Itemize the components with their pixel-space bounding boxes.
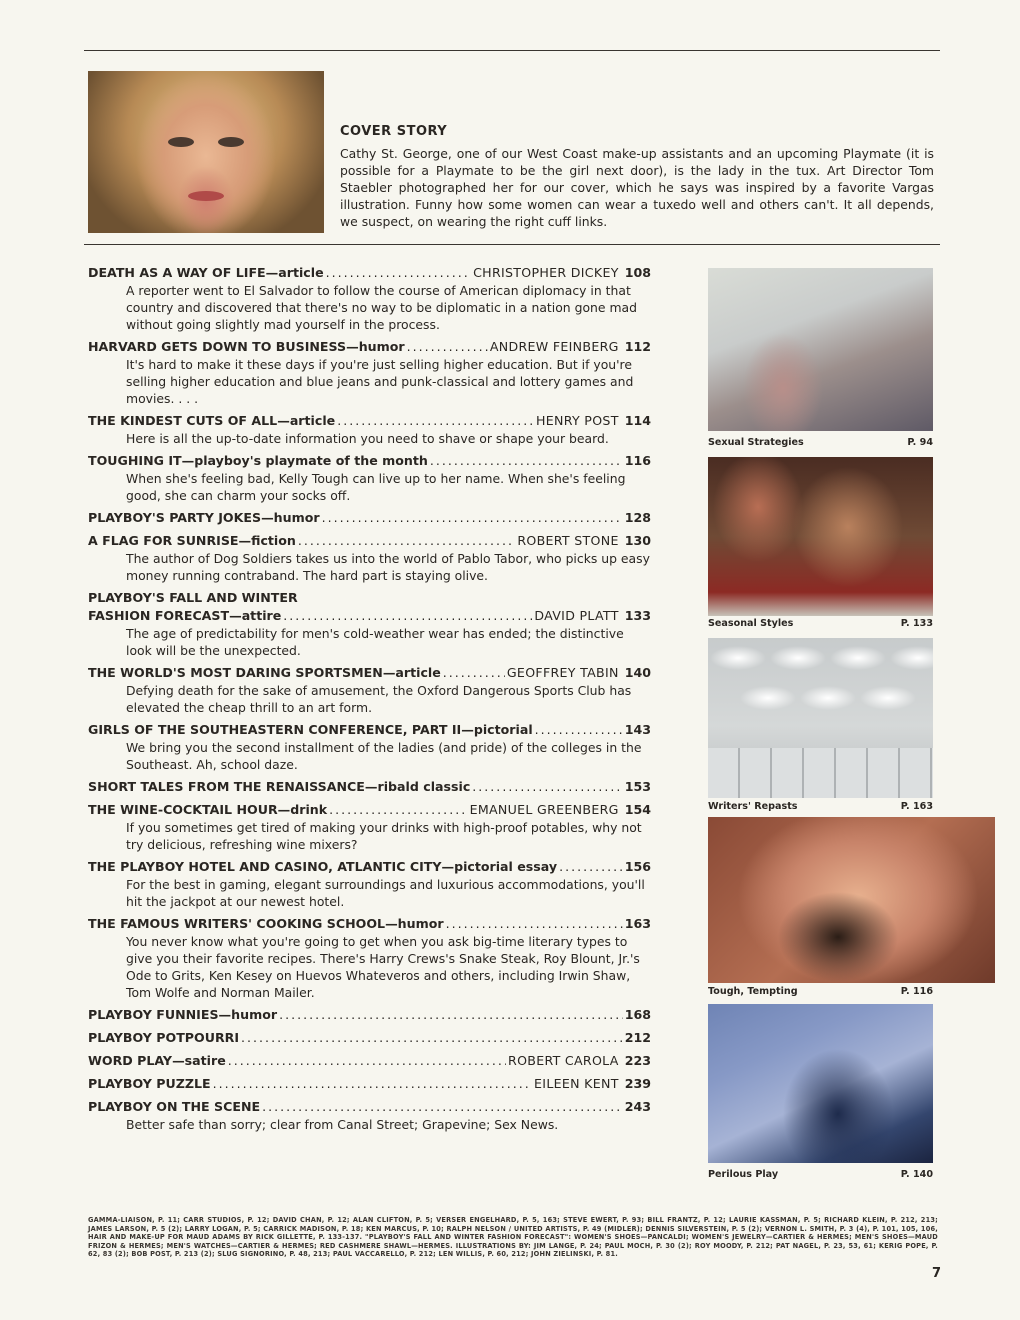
cover-story-text: Cathy St. George, one of our West Coast make-up assistants and an upcoming Playmate (it is possible for a Playmate to be the girl next door), is the lady in the tux. Art Director Tom Staebler photographed her for our cover, which he says was inspired by a favorite Vargas illustration. Funny how some women can wear a tuxedo well and others can't. It all depends, we suspect, on wearing the right cuff links. — [340, 146, 934, 229]
entry-title-text: THE KINDEST CUTS OF ALL — [88, 413, 278, 428]
entry-kind: —humor — [346, 339, 405, 354]
entry-title-text: THE WORLD'S MOST DARING SPORTSMEN — [88, 665, 383, 680]
dot-leader — [262, 1098, 623, 1116]
entry-title-text: THE WINE-COCKTAIL HOUR — [88, 802, 278, 817]
entry-description: We bring you the second installment of the ladies (and pride) of the colleges in the Southeast. Ah, school daze. — [126, 740, 642, 772]
entry-description: Better safe than sorry; clear from Canal Street; Grapevine; Sex News. — [126, 1117, 559, 1132]
caption-title: Sexual Strategies — [708, 437, 804, 448]
dot-leader — [559, 858, 623, 876]
dot-leader — [472, 778, 622, 796]
entry-author: ANDREW FEINBERG — [489, 339, 619, 354]
picture-seasonal-styles[interactable] — [708, 457, 933, 616]
entry-title — [88, 858, 557, 876]
picture-tough-tempting[interactable] — [708, 817, 995, 983]
entry-author: EMANUEL GREENBERG — [469, 802, 619, 817]
picture-writers-repasts[interactable] — [708, 638, 933, 798]
entry-page: 112 — [624, 339, 651, 354]
entry-title — [88, 721, 533, 739]
entry-title-text: A FLAG FOR SUNRISE — [88, 533, 239, 548]
entry-title-text: FASHION FORECAST — [88, 608, 230, 623]
entry-heading — [88, 664, 651, 682]
entry-heading — [88, 452, 651, 470]
cover-photo-lips — [188, 191, 224, 201]
entry-title — [88, 1052, 226, 1070]
dot-leader — [279, 1006, 623, 1024]
entry-title — [88, 532, 296, 550]
entry-description: For the best in gaming, elegant surroundings and luxurious accommodations, you'll hit the jackpot at our newest hotel. — [126, 877, 645, 909]
entry-heading — [88, 1052, 651, 1070]
entry-title — [88, 801, 327, 819]
entry-kind: —humor — [218, 1007, 278, 1022]
entry-title — [88, 915, 444, 933]
entry-title-text: SHORT TALES FROM THE RENAISSANCE — [88, 779, 365, 794]
cover-story-heading: COVER STORY — [340, 124, 448, 139]
page-number: 7 — [932, 1266, 942, 1281]
contents-entry[interactable] — [88, 778, 651, 796]
caption-page: P. 140 — [900, 1169, 933, 1180]
entry-heading — [88, 412, 651, 430]
entry-kind: —playboy's playmate of the month — [181, 453, 428, 468]
contents-entry[interactable] — [88, 1006, 651, 1024]
entry-kind: —article — [277, 413, 336, 428]
entry-description: Here is all the up-to-date information you need to shave or shape your beard. — [126, 431, 609, 446]
photo-credits: GAMMA-LIAISON, P. 11; CARR STUDIOS, P. 12; DAVID CHAN, P. 12; ALAN CLIFTON, P. 5; VERSER ENGELHARD, P. 5, 163; STEVE EWERT, P. 93; BILL FRANTZ, P. 12; LAURIE KASSMAN, P. 5; RICHARD KLEIN, P. 212, 213; JAMES LARSON, P. 5 (2); LARRY LOGAN, P. 5; CARRICK MADISON, P. 18; KEN MARCUS, P. 10; RALPH NELSON / UNITED ARTISTS, P. 49 (MIDLER); DENNIS SILVERSTEIN, P. 5 (2); VERNON L. SMITH, P. 3 (4), P. 101, 105, 106, HAIR AND MAKE-UP FOR MAUD ADAMS BY RICK GILLETTE, P. 133-137. "PLAYBOY'S FALL AND WINTER FASHION FORECAST": WOMEN'S SHOES—PANCALDI; WOMEN'S JEWELRY—CARTIER & HERMES; MEN'S SHOES—MAUD FRIZON & HERMES; MEN'S WATCHES—CARTIER & HERMES; RED CASHMERE SHAWL—HERMES. ILLUSTRATIONS BY: JIM LANGE, P. 24; PAUL MOCH, P. 30 (2); ROY MOODY, P. 212; PAT NAGEL, P. 23, 53, 61; KERIG POPE, P. 62, 83 (2); BOB POST, P. 213 (2); SLUG SIGNORINO, P. 48, 213; PAUL VACCARELLO, P. 212; LEN WILLIS, P. 60, 212; JOHN ZIELINSKI, P. 81. — [88, 1216, 938, 1259]
entry-page: 163 — [624, 916, 651, 931]
entry-author: GEOFFREY TABIN — [506, 665, 619, 680]
entry-heading — [88, 801, 651, 819]
entry-title-text: GIRLS OF THE SOUTHEASTERN CONFERENCE, PART II — [88, 722, 462, 737]
entry-description: If you sometimes get tired of making your drinks with high-proof potables, why not try delicious, refreshing wine mixers? — [126, 820, 642, 852]
entry-page: 140 — [624, 665, 651, 680]
entry-page: 133 — [624, 608, 651, 623]
caption-page: P. 163 — [900, 801, 933, 812]
picture-caption — [708, 801, 933, 812]
entry-page: 239 — [624, 1076, 651, 1091]
entry-page: 153 — [624, 779, 651, 794]
entry-heading — [88, 1098, 651, 1116]
entry-heading — [88, 1075, 651, 1093]
cover-photo — [88, 71, 324, 233]
entry-heading — [88, 607, 651, 625]
entry-kind: —pictorial — [461, 722, 533, 737]
entry-kind: —pictorial essay — [441, 859, 558, 874]
entry-title-text: TOUGHING IT — [88, 453, 182, 468]
entry-page: 143 — [624, 722, 651, 737]
entry-page: 212 — [624, 1030, 651, 1045]
entry-title-line: PLAYBOY'S FALL AND WINTER — [88, 590, 298, 605]
contents-entry[interactable] — [88, 264, 651, 333]
contents-entry[interactable] — [88, 858, 651, 910]
entry-heading — [88, 264, 651, 282]
entry-heading — [88, 858, 651, 876]
contents-entry[interactable] — [88, 589, 651, 659]
dot-leader — [213, 1075, 532, 1093]
contents-entry[interactable] — [88, 1098, 651, 1133]
top-rule — [84, 50, 940, 51]
entry-author: ROBERT STONE — [517, 533, 619, 548]
caption-title: Seasonal Styles — [708, 618, 794, 629]
entry-title-text: PLAYBOY POTPOURRI — [88, 1030, 240, 1045]
entry-title-text: WORD PLAY — [88, 1053, 173, 1068]
entry-author: CHRISTOPHER DICKEY — [473, 265, 619, 280]
caption-page: P. 116 — [900, 986, 933, 997]
entry-title-text: PLAYBOY PUZZLE — [88, 1076, 211, 1091]
entry-title — [88, 1075, 211, 1093]
dot-leader — [326, 264, 471, 282]
entry-description: The author of Dog Soldiers takes us into the world of Pablo Tabor, who picks up easy money running contraband. The hard part is staying olive. — [126, 551, 650, 583]
entry-kind: —humor — [385, 916, 444, 931]
entry-title — [88, 664, 441, 682]
entry-author: DAVID PLATT — [534, 608, 619, 623]
entry-title-text: PLAYBOY FUNNIES — [88, 1007, 219, 1022]
dot-leader — [446, 915, 623, 933]
entry-kind: —fiction — [238, 533, 296, 548]
entry-title — [88, 607, 281, 625]
entry-heading — [88, 778, 651, 796]
dot-leader — [430, 452, 623, 470]
table-of-contents — [88, 264, 651, 1138]
dot-leader — [241, 1029, 623, 1047]
entry-kind: —humor — [261, 510, 320, 525]
entry-title — [88, 412, 335, 430]
entry-title-text: HARVARD GETS DOWN TO BUSINESS — [88, 339, 347, 354]
entry-page: 154 — [624, 802, 651, 817]
entry-kind: —drink — [277, 802, 328, 817]
entry-author: HENRY POST — [536, 413, 619, 428]
contents-entry[interactable] — [88, 1029, 651, 1047]
contents-entry[interactable] — [88, 452, 651, 504]
dot-leader — [329, 801, 467, 819]
caption-page: P. 94 — [907, 437, 933, 448]
entry-kind: —article — [265, 265, 324, 280]
contents-entry[interactable] — [88, 338, 651, 407]
contents-entry[interactable] — [88, 509, 651, 527]
caption-title: Writers' Repasts — [708, 801, 798, 812]
entry-page: 223 — [624, 1053, 651, 1068]
entry-kind: —attire — [229, 608, 282, 623]
entry-heading — [88, 721, 651, 739]
entry-page: 108 — [624, 265, 651, 280]
entry-page: 114 — [624, 413, 651, 428]
contents-entry[interactable] — [88, 721, 651, 773]
dot-leader — [535, 721, 623, 739]
entry-title — [88, 1098, 260, 1116]
entry-page: 156 — [624, 859, 651, 874]
picture-caption — [708, 618, 933, 629]
entry-heading — [88, 915, 651, 933]
entry-heading — [88, 532, 651, 550]
entry-author: ROBERT CAROLA — [508, 1053, 619, 1068]
entry-title-text: THE PLAYBOY HOTEL AND CASINO, ATLANTIC CITY — [88, 859, 442, 874]
cover-photo-eye — [168, 137, 194, 147]
contents-entry[interactable] — [88, 1052, 651, 1070]
dot-leader — [407, 338, 488, 356]
entry-description: A reporter went to El Salvador to follow the course of American diplomacy in that country and discovered that there's no way to be diplomatic in a nation gone mad without going slightly mad yourself in the process. — [126, 283, 637, 332]
caption-title: Tough, Tempting — [708, 986, 798, 997]
entry-page: 130 — [624, 533, 651, 548]
picture-caption — [708, 1169, 933, 1180]
dot-leader — [228, 1052, 506, 1070]
dot-leader — [337, 412, 534, 430]
entry-title-text: PLAYBOY ON THE SCENE — [88, 1099, 261, 1114]
entry-title — [88, 452, 428, 470]
entry-title — [88, 264, 324, 282]
entry-title-text: THE FAMOUS WRITERS' COOKING SCHOOL — [88, 916, 386, 931]
dot-leader — [443, 664, 505, 682]
entry-title — [88, 338, 405, 356]
middle-rule — [84, 244, 940, 245]
dot-leader — [322, 509, 623, 527]
dot-leader — [298, 532, 515, 550]
entry-heading — [88, 1006, 651, 1024]
entry-page: 243 — [624, 1099, 651, 1114]
picture-caption — [708, 437, 933, 448]
contents-entry[interactable] — [88, 412, 651, 447]
entry-description: It's hard to make it these days if you're just selling higher education. But if you're selling higher education and blue jeans and punk-classical and lottery games and movies. . . . — [126, 357, 634, 406]
entry-heading — [88, 338, 651, 356]
entry-title — [88, 1006, 277, 1024]
entry-title — [88, 1029, 239, 1047]
entry-title — [88, 509, 320, 527]
picture-detail — [708, 748, 933, 798]
picture-sexual-strategies[interactable] — [708, 268, 933, 431]
dot-leader — [283, 607, 532, 625]
entry-description: You never know what you're going to get when you ask big-time literary types to give you their favorite recipes. There's Harry Crews's Snake Steak, Roy Blount, Jr.'s Ode to Grits, Ken Kesey on Huevos Whateveros and others, including Irwin Shaw, Tom Wolfe and Norman Mailer. — [126, 934, 640, 1000]
entry-kind: —satire — [172, 1053, 226, 1068]
picture-caption — [708, 986, 933, 997]
entry-title — [88, 778, 470, 796]
entry-page: 116 — [624, 453, 651, 468]
contents-entry[interactable] — [88, 915, 651, 1001]
contents-entry[interactable] — [88, 1075, 651, 1093]
contents-entry[interactable] — [88, 801, 651, 853]
picture-perilous-play[interactable] — [708, 1004, 933, 1163]
entry-kind: —ribald classic — [364, 779, 471, 794]
caption-title: Perilous Play — [708, 1169, 779, 1180]
cover-photo-eye — [218, 137, 244, 147]
entry-page: 128 — [624, 510, 651, 525]
entry-author: EILEEN KENT — [534, 1076, 619, 1091]
entry-heading — [88, 1029, 651, 1047]
entry-title-text: PLAYBOY'S PARTY JOKES — [88, 510, 262, 525]
caption-page: P. 133 — [900, 618, 933, 629]
contents-entry[interactable] — [88, 664, 651, 716]
entry-page: 168 — [624, 1007, 651, 1022]
entry-description: Defying death for the sake of amusement, the Oxford Dangerous Sports Club has elevated the cheap thrill to an art form. — [126, 683, 632, 715]
entry-kind: —article — [382, 665, 441, 680]
entry-title-text: DEATH AS A WAY OF LIFE — [88, 265, 266, 280]
entry-description: When she's feeling bad, Kelly Tough can live up to her name. When she's feeling good, she can charm your socks off. — [126, 471, 626, 503]
contents-entry[interactable] — [88, 532, 651, 584]
entry-description: The age of predictability for men's cold-weather wear has ended; the distinctive look will be the unexpected. — [126, 626, 624, 658]
entry-heading — [88, 509, 651, 527]
